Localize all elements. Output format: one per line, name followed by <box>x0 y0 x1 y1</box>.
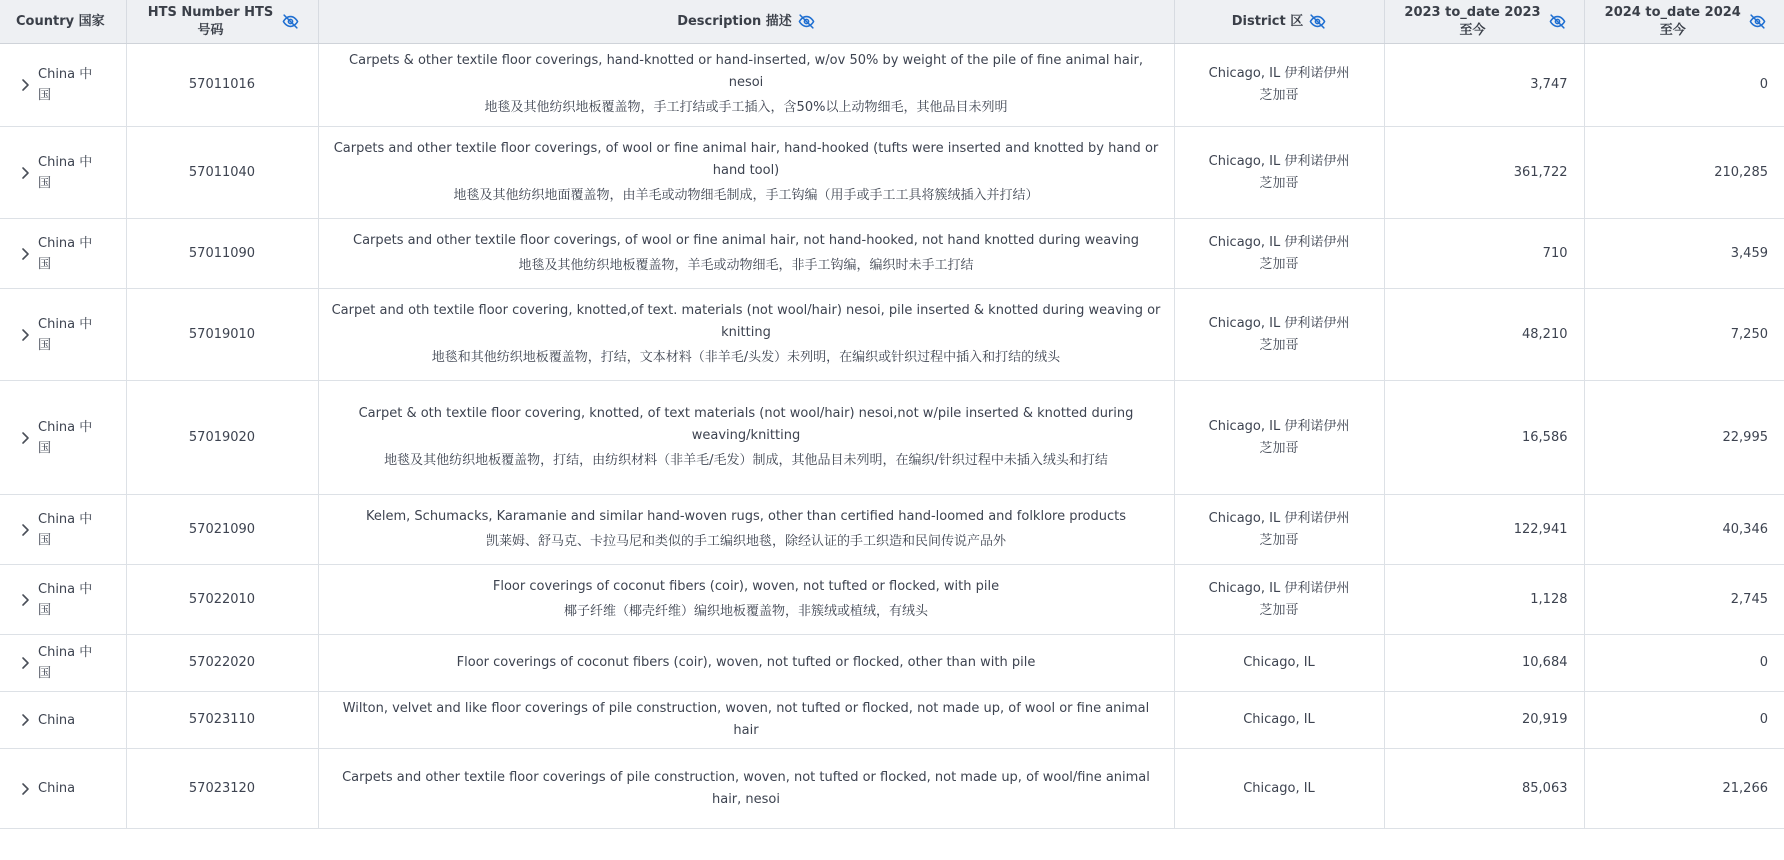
column-header-description[interactable] <box>318 0 1174 44</box>
hts-number-cell: 57011040 <box>126 127 318 219</box>
value-2023-cell: 710 <box>1384 219 1584 289</box>
column-header-y2023[interactable] <box>1384 0 1584 44</box>
description-chinese: 地毯及其他纺织地板覆盖物，羊毛或动物细毛，非手工钩编，编织时未手工打结 <box>518 257 974 273</box>
table-row[interactable] <box>0 381 1784 495</box>
value-2024-cell: 210,285 <box>1584 127 1784 219</box>
table-row[interactable] <box>0 127 1784 219</box>
description-cell <box>318 565 1174 635</box>
country-cell <box>0 495 126 565</box>
country-cell <box>0 127 126 219</box>
district-cell <box>1174 495 1384 565</box>
value-2023-cell: 85,063 <box>1384 749 1584 829</box>
table-header <box>0 0 1784 44</box>
hts-number-cell: 57021090 <box>126 495 318 565</box>
country-name: China 中国 <box>38 316 93 353</box>
table-row[interactable] <box>0 565 1784 635</box>
country-cell-content <box>20 233 118 275</box>
country-name: China <box>38 781 76 796</box>
column-header-hts[interactable] <box>126 0 318 44</box>
column-header-content <box>146 4 299 40</box>
value-2024-cell: 0 <box>1584 44 1784 127</box>
description-english: Carpets and other textile floor coverings, of wool or fine animal hair, hand-hooked (tufts were inserted and knotted by hand or hand tool) <box>333 140 1159 178</box>
district-name: Chicago, IL 伊利诺伊州芝加哥 <box>1208 153 1350 191</box>
country-name: China <box>38 712 76 728</box>
description-chinese: 地毯及其他纺织地板覆盖物，手工打结或手工插入，含50%以上动物细毛，其他品目未列明 <box>484 100 1008 115</box>
chevron-right-icon[interactable] <box>20 656 30 670</box>
description-cell <box>318 381 1174 495</box>
country-cell <box>0 219 126 289</box>
country-name: China 中国 <box>38 511 93 548</box>
district-name: Chicago, IL 伊利诺伊州芝加哥 <box>1208 418 1350 456</box>
hts-number-cell: 57023110 <box>126 692 318 749</box>
value-2023-cell: 122,941 <box>1384 495 1584 565</box>
table-row[interactable] <box>0 44 1784 127</box>
value-2023-cell: 3,747 <box>1384 44 1584 127</box>
country-name: China 中国 <box>38 419 93 456</box>
country-name: China 中国 <box>38 67 93 103</box>
description-chinese: 椰子纤维（椰壳纤维）编织地板覆盖物，非簇绒或植绒，有绒头 <box>563 603 928 619</box>
district-name: Chicago, IL <box>1243 655 1315 670</box>
eye-off-icon[interactable] <box>1309 13 1326 30</box>
district-cell <box>1174 44 1384 127</box>
table-row[interactable] <box>0 692 1784 749</box>
value-2024-cell: 3,459 <box>1584 219 1784 289</box>
chevron-right-icon[interactable] <box>20 247 30 261</box>
district-name: Chicago, IL 伊利诺伊州芝加哥 <box>1208 510 1350 548</box>
description-cell <box>318 127 1174 219</box>
chevron-right-icon[interactable] <box>20 523 30 537</box>
value-2024-cell: 0 <box>1584 635 1784 692</box>
country-name: China 中国 <box>38 154 93 191</box>
eye-off-icon[interactable] <box>798 13 815 30</box>
value-2023-cell: 48,210 <box>1384 289 1584 381</box>
district-name: Chicago, IL 伊利诺伊州芝加哥 <box>1208 315 1350 353</box>
district-cell <box>1174 381 1384 495</box>
description-english: Carpets & other textile floor coverings, hand-knotted or hand-inserted, w/ov 50% by weight of the pile of fine animal hair, nesoi <box>349 53 1143 90</box>
column-header-label: District 区 <box>1231 13 1304 29</box>
description-chinese: 地毯和其他纺织地板覆盖物，打结，文本材料（非羊毛/头发）未列明，在编织或针织过程中插入和打结的绒头 <box>431 349 1061 365</box>
description-chinese: 地毯及其他纺织地板覆盖物，打结，由纺织材料（非羊毛/毛发）制成，其他品目未列明，在编织/针织过程中未插入绒头和打结 <box>384 452 1108 468</box>
country-cell <box>0 381 126 495</box>
value-2023-cell: 1,128 <box>1384 565 1584 635</box>
chevron-right-icon[interactable] <box>20 782 30 796</box>
column-header-district[interactable] <box>1174 0 1384 44</box>
column-header-content <box>16 13 105 31</box>
chevron-right-icon[interactable] <box>20 328 30 342</box>
district-name: Chicago, IL 伊利诺伊州芝加哥 <box>1208 66 1350 103</box>
eye-off-icon[interactable] <box>282 13 299 30</box>
hts-number-cell: 57022010 <box>126 565 318 635</box>
value-2024-cell: 0 <box>1584 692 1784 749</box>
description-cell <box>318 749 1174 829</box>
country-cell-content <box>20 152 118 194</box>
description-english: Carpets and other textile floor coverings of pile construction, woven, not tufted or flocked, not made up, of wool/fine animal hair, nesoi <box>342 769 1150 807</box>
country-cell-content <box>20 509 118 551</box>
district-cell <box>1174 289 1384 381</box>
country-cell <box>0 565 126 635</box>
chevron-right-icon[interactable] <box>20 593 30 607</box>
country-cell-content <box>20 64 118 106</box>
column-header-content <box>1232 13 1327 31</box>
hts-number-cell: 57011016 <box>126 44 318 127</box>
table-row[interactable] <box>0 749 1784 829</box>
district-cell <box>1174 565 1384 635</box>
eye-off-icon[interactable] <box>1749 13 1766 30</box>
chevron-right-icon[interactable] <box>20 431 30 445</box>
description-english: Wilton, velvet and like floor coverings of pile construction, woven, not tufted or flocked, not made up, of wool or fine animal hair <box>342 701 1150 738</box>
country-cell-content <box>20 778 118 799</box>
hts-number-cell: 57011090 <box>126 219 318 289</box>
description-cell <box>318 635 1174 692</box>
value-2024-cell: 40,346 <box>1584 495 1784 565</box>
description-cell <box>318 44 1174 127</box>
column-header-content <box>1403 4 1566 40</box>
value-2024-cell: 2,745 <box>1584 565 1784 635</box>
district-cell <box>1174 692 1384 749</box>
country-cell-content <box>20 642 118 684</box>
table-row[interactable] <box>0 495 1784 565</box>
country-cell-content <box>20 579 118 621</box>
district-name: Chicago, IL <box>1243 712 1315 727</box>
column-header-label: Country 国家 <box>16 13 105 29</box>
description-english: Carpets and other textile floor coverings, of wool or fine animal hair, not hand-hooked, not hand knotted during weaving <box>353 232 1139 248</box>
district-name: Chicago, IL <box>1243 780 1315 796</box>
district-name: Chicago, IL 伊利诺伊州芝加哥 <box>1208 580 1350 618</box>
hts-number-cell: 57023120 <box>126 749 318 829</box>
chevron-right-icon[interactable] <box>20 713 30 727</box>
chevron-right-icon[interactable] <box>20 166 30 180</box>
description-chinese: 地毯及其他纺织地面覆盖物，由羊毛或动物细毛制成，手工钩编（用手或手工工具将簇绒插入并打结） <box>453 187 1039 203</box>
column-header-label: Description 描述 <box>677 13 792 29</box>
district-cell <box>1174 749 1384 829</box>
country-cell <box>0 44 126 127</box>
hts-number-cell: 57019020 <box>126 381 318 495</box>
table-row[interactable] <box>0 635 1784 692</box>
district-cell <box>1174 127 1384 219</box>
value-2023-cell: 16,586 <box>1384 381 1584 495</box>
eye-off-icon[interactable] <box>1549 13 1566 30</box>
column-header-label: 2023 to_date 2023至今 <box>1404 4 1541 38</box>
chevron-right-icon[interactable] <box>20 78 30 92</box>
column-header-content <box>1603 4 1766 40</box>
header-row <box>0 0 1784 44</box>
country-cell-content <box>20 314 118 356</box>
value-2024-cell: 7,250 <box>1584 289 1784 381</box>
table-row[interactable] <box>0 289 1784 381</box>
country-name: China 中国 <box>38 645 93 681</box>
country-cell <box>0 692 126 749</box>
hts-number-cell: 57022020 <box>126 635 318 692</box>
value-2023-cell: 361,722 <box>1384 127 1584 219</box>
column-header-label: HTS Number HTS号码 <box>147 4 274 38</box>
table-row[interactable] <box>0 219 1784 289</box>
description-english: Carpet & oth textile floor covering, knotted, of text materials (not wool/hair) nesoi,not w/pile inserted & knotted during weaving/knitting <box>358 405 1134 443</box>
table-body <box>0 44 1784 829</box>
description-english: Floor coverings of coconut fibers (coir), woven, not tufted or flocked, with pile <box>492 578 1000 594</box>
hts-number-cell: 57019010 <box>126 289 318 381</box>
description-cell <box>318 495 1174 565</box>
column-header-label: 2024 to_date 2024至今 <box>1604 4 1741 38</box>
column-header-content <box>677 13 815 31</box>
value-2024-cell: 22,995 <box>1584 381 1784 495</box>
country-cell <box>0 635 126 692</box>
value-2023-cell: 20,919 <box>1384 692 1584 749</box>
description-english: Floor coverings of coconut fibers (coir), woven, not tufted or flocked, other than with pile <box>456 655 1036 670</box>
country-cell-content <box>20 710 118 731</box>
description-cell <box>318 692 1174 749</box>
description-chinese: 凯莱姆、舒马克、卡拉马尼和类似的手工编织地毯，除经认证的手工织造和民间传说产品外 <box>485 533 1006 549</box>
country-cell <box>0 289 126 381</box>
country-cell <box>0 749 126 829</box>
description-cell <box>318 289 1174 381</box>
value-2024-cell: 21,266 <box>1584 749 1784 829</box>
description-english: Kelem, Schumacks, Karamanie and similar hand-woven rugs, other than certified hand-loomed and folklore products <box>366 508 1126 524</box>
district-cell <box>1174 219 1384 289</box>
column-header-y2024[interactable] <box>1584 0 1784 44</box>
country-name: China 中国 <box>38 581 93 618</box>
description-english: Carpet and oth textile floor covering, knotted,of text. materials (not wool/hair) nesoi, pile inserted & knotted during weaving or knitting <box>331 302 1161 340</box>
country-name: China 中国 <box>38 235 93 272</box>
country-cell-content <box>20 417 118 459</box>
value-2023-cell: 10,684 <box>1384 635 1584 692</box>
column-header-country[interactable] <box>0 0 126 44</box>
district-cell <box>1174 635 1384 692</box>
description-cell <box>318 219 1174 289</box>
district-name: Chicago, IL 伊利诺伊州芝加哥 <box>1208 234 1350 272</box>
